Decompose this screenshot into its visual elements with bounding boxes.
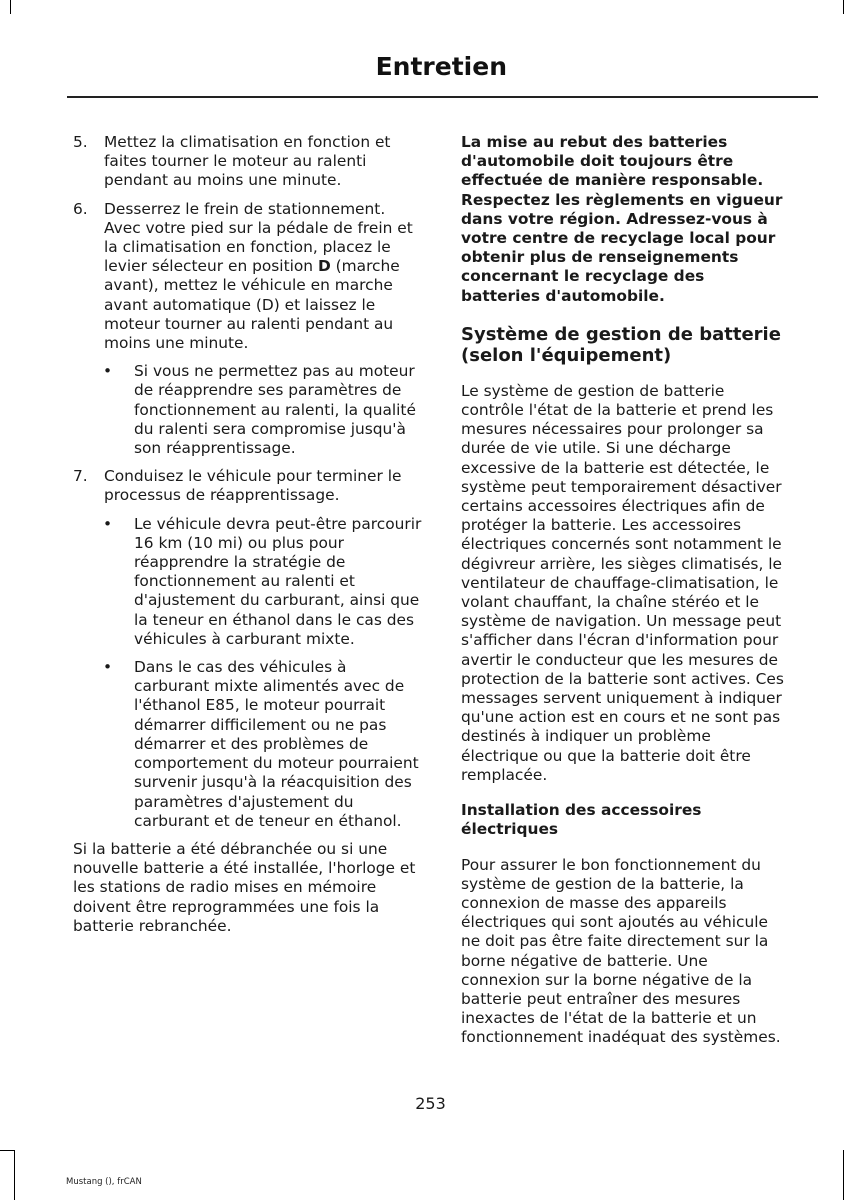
gear-position-d: D [317,257,331,276]
list-text [104,200,413,352]
crop-mark-bottom-left [14,1150,15,1200]
bullet-icon: • [103,658,113,677]
bullet-text: Le véhicule devra peut-être parcourir 16 km (10 mi) ou plus pour réapprendre la stratégie de fonctionnement au ralenti et d'ajustement du carburant, ainsi que la teneur en éthanol dans le cas des véhicules à carburant mixte. [134,514,422,648]
left-column [73,133,425,945]
list-number: 5. [73,133,88,151]
crop-mark-bottom-left-horizontal [0,1150,14,1151]
bullet-icon: • [103,514,113,533]
list-item-5 [73,133,425,191]
right-column [461,133,787,1057]
bullet-text: Dans le cas des véhicules à carburant mixte alimentés avec de l'éthanol E85, le moteur pourrait démarrer difficilement ou ne pas démarrer et des problèmes de comportement du moteur pourraient survenir jusqu'à la réacquisition des paramètres d'ajustement du carburant et de teneur en éthanol. [134,658,419,830]
list-item-7 [73,467,425,505]
list-item-6 [73,200,425,354]
header-divider [67,96,818,98]
list-text: Conduisez le véhicule pour terminer le processus de réapprentissage. [104,467,402,505]
footer-text: Mustang (), frCAN [66,1177,142,1187]
bullet-text: Si vous ne permettez pas au moteur de réapprendre ses paramètres de fonctionnement au ralenti, la qualité du ralenti sera compromise jusqu'à son réapprentissage. [134,362,416,458]
list-number: 7. [73,467,88,486]
list-text-part: (marche avant), mettez le véhicule en marche avant automatique (D) et laissez le moteur tourner au ralenti pendant au moins une minute. [104,257,400,353]
bullet-icon: • [103,362,113,381]
crop-mark-top-left [10,0,11,14]
battery-disconnect-paragraph: Si la batterie a été débranchée ou si une nouvelle batterie a été installée, l'horloge et les stations de radio mises en mémoire doivent être reprogrammées une fois la batterie rebranchée. [73,839,416,935]
list-number: 6. [73,199,88,218]
battery-management-paragraph: Le système de gestion de batterie contrôle l'état de la batterie et prend les mesures nécessaires pour prolonger sa durée de vie utile. Si une décharge excessive de la batterie est détectée, le système peut temporairement désactiver certains accessoires électriques afin de protéger la batterie. Les accessoires électriques concernés sont notamment le dégivreur arrière, les sièges climatisés, le ventilateur de chauffage-climatisation, le volant chauffant, la chaîne stéréo et le système de navigation. Un message peut s'afficher dans l'écran d'information pour avertir le conducteur que les mesures de protection de la batterie sont actives. Ces messages servent uniquement à indiquer qu'une action est en cours et ne sont pas destinés à indiquer un problème électrique ou que la batterie doit être remplacée. [461,381,784,784]
accessory-installation-paragraph: Pour assurer le bon fonctionnement du système de gestion de la batterie, la connexion de masse des appareils électriques qui sont ajoutés au véhicule ne doit pas être faite directement sur la borne négative de batterie. Une connexion sur la borne négative de la batterie peut entraîner des mesures inexactes de l'état de la batterie et un fonctionnement inadéquat des systèmes. [461,855,781,1047]
page-number: 253 [415,1094,446,1113]
battery-disposal-warning: La mise au rebut des batteries d'automobile doit toujours être effectuée de manière responsable. Respectez les règlements en vigueur dans votre région. Adressez-vous à votre centre de recyclage local pour obtenir plus de renseignements concernant le recyclage des batteries d'automobile. [461,133,783,305]
bullet-item-relearn-distance [73,515,425,649]
page-title: Entretien [375,52,507,81]
bullet-item-relearn-warning [73,362,425,458]
crop-mark-top-right [843,0,844,14]
list-text-part: Desserrez le frein de stationnement. Avec votre pied sur la pédale de frein et la climatisation en fonction, placez le levier sélecteur en position [104,199,413,276]
crop-mark-bottom-right [843,1150,844,1200]
section-heading-battery-management: Système de gestion de batterie (selon l'équipement) [461,323,781,366]
list-text: Mettez la climatisation en fonction et faites tourner le moteur au ralenti pendant au moins une minute. [104,133,391,190]
bullet-item-e85 [73,658,425,831]
section-heading-accessory-installation: Installation des accessoires électriques [461,801,702,839]
